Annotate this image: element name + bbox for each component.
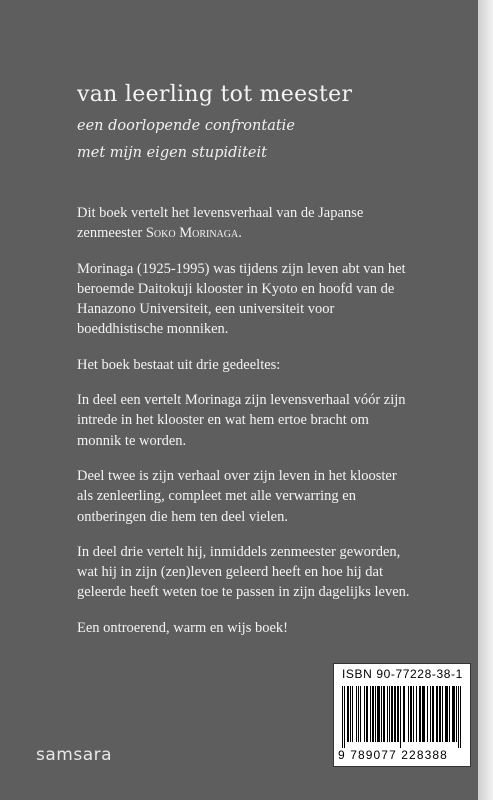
subtitle-line-2: met mijn eigen stupiditeit [77, 145, 267, 161]
blurb-paragraph-part-three: In deel drie vertelt hij, inmiddels zenmeester geworden, wat hij in zijn (zen)leven geleerd heeft en hoe hij dat geleerde heeft weten toe te passen in zijn dagelijks leven. [77, 543, 410, 601]
blurb-paragraph-intro: Dit boek vertelt het levensverhaal van de Japanse zenmeester Soko Morinaga. [77, 205, 364, 242]
publisher-logo: samsara [36, 745, 113, 765]
blurb-paragraph-bio: Morinaga (1925-1995) was tijdens zijn leven abt van het beroemde Daitokuji klooster in Kyoto en hoofd van de Hanazono Universiteit, een universiteit voor boeddhistische monniken. [77, 260, 406, 338]
barcode-digits: 9 789077 228388 [338, 748, 448, 762]
isbn-label: ISBN 90-77228-38-1 [342, 667, 463, 681]
blurb-text [77, 203, 415, 653]
author-name: Soko Morinaga [145, 225, 239, 242]
book-title: van leerling tot meester [77, 82, 353, 107]
blurb-paragraph-part-one: In deel een vertelt Morinaga zijn levensverhaal vóór zijn intrede in het klooster en wat hem ertoe bracht om monnik te worden. [77, 392, 406, 449]
barcode-bars [342, 686, 462, 748]
blurb-paragraph-closing: Een ontroerend, warm en wijs boek! [77, 619, 288, 636]
page-edge [478, 0, 493, 800]
blurb-paragraph-part-two: Deel twee is zijn verhaal over zijn leven in het klooster als zenleerling, compleet met alle verwarring en ontberingen die hem ten deel vielen. [77, 467, 397, 525]
subtitle-line-1: een doorlopende confrontatie [77, 118, 295, 134]
barcode-box [333, 663, 471, 767]
blurb-paragraph-structure: Het boek bestaat uit drie gedeeltes: [77, 356, 281, 373]
